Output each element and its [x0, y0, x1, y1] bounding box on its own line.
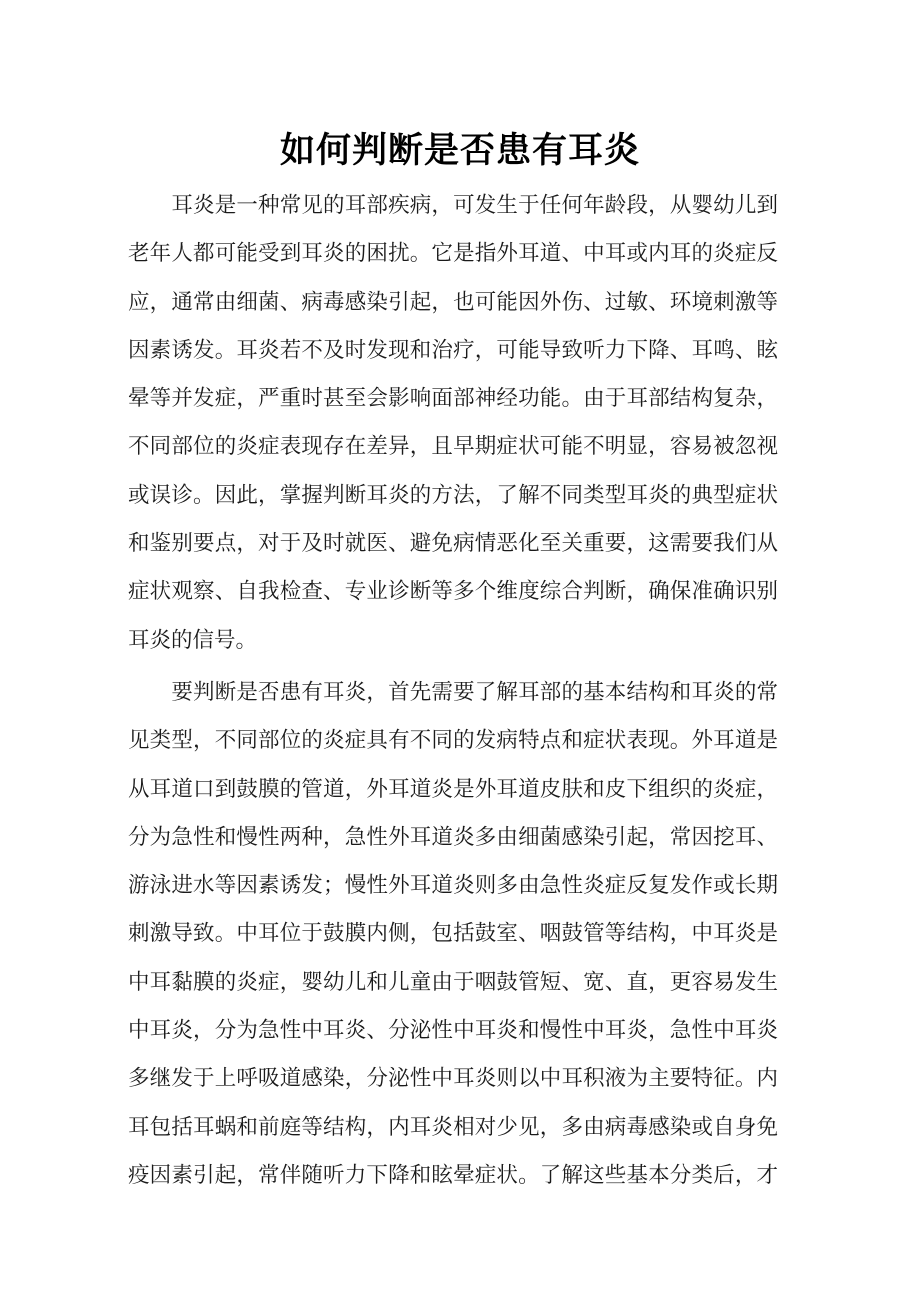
text-line: 中耳黏膜的炎症，婴幼儿和儿童由于咽鼓管短、宽、直，更容易发生 — [128, 969, 778, 994]
text-line: 多继发于上呼吸道感染，分泌性中耳炎则以中耳积液为主要特征。内 — [128, 1066, 778, 1091]
text-line: 分为急性和慢性两种，急性外耳道炎多由细菌感染引起，常因挖耳、 — [128, 824, 778, 849]
text-line: 耳炎的信号。 — [128, 627, 258, 652]
page-title: 如何判断是否患有耳炎 — [279, 131, 640, 170]
paragraph — [128, 181, 778, 664]
text-line: 耳炎是一种常见的耳部疾病，可发生于任何年龄段，从婴幼儿到 — [128, 193, 778, 217]
text-line: 见类型，不同部位的炎症具有不同的发病特点和症状表现。外耳道是 — [128, 728, 778, 753]
text-line: 老年人都可能受到耳炎的困扰。它是指外耳道、中耳或内耳的炎症反 — [128, 241, 778, 266]
text-line: 刺激导致。中耳位于鼓膜内侧，包括鼓室、咽鼓管等结构，中耳炎是 — [128, 921, 778, 946]
text-line: 晕等并发症，严重时甚至会影响面部神经功能。由于耳部结构复杂， — [128, 386, 778, 411]
text-line: 应，通常由细菌、病毒感染引起，也可能因外伤、过敏、环境刺激等 — [128, 289, 778, 314]
text-line: 耳包括耳蜗和前庭等结构，内耳炎相对少见，多由病毒感染或自身免 — [128, 1114, 778, 1139]
text-line: 或误诊。因此，掌握判断耳炎的方法，了解不同类型耳炎的典型症状 — [128, 482, 778, 507]
text-line: 症状观察、自我检查、专业诊断等多个维度综合判断，确保准确识别 — [128, 579, 778, 604]
text-line: 因素诱发。耳炎若不及时发现和治疗，可能导致听力下降、耳鸣、眩 — [128, 337, 778, 362]
text-line: 中耳炎，分为急性中耳炎、分泌性中耳炎和慢性中耳炎，急性中耳炎 — [128, 1018, 778, 1043]
paragraph — [128, 668, 778, 1199]
text-line: 从耳道口到鼓膜的管道，外耳道炎是外耳道皮肤和皮下组织的炎症， — [128, 776, 778, 801]
text-line: 疫因素引起，常伴随听力下降和眩晕症状。了解这些基本分类后，才 — [128, 1162, 778, 1187]
text-line: 游泳进水等因素诱发；慢性外耳道炎则多由急性炎症反复发作或长期 — [128, 873, 778, 898]
text-line: 和鉴别要点，对于及时就医、避免病情恶化至关重要，这需要我们从 — [128, 531, 778, 556]
text-line: 要判断是否患有耳炎，首先需要了解耳部的基本结构和耳炎的常 — [128, 679, 778, 704]
text-line: 不同部位的炎症表现存在差异，且早期症状可能不明显，容易被忽视 — [128, 434, 778, 459]
document-body — [128, 181, 778, 1199]
